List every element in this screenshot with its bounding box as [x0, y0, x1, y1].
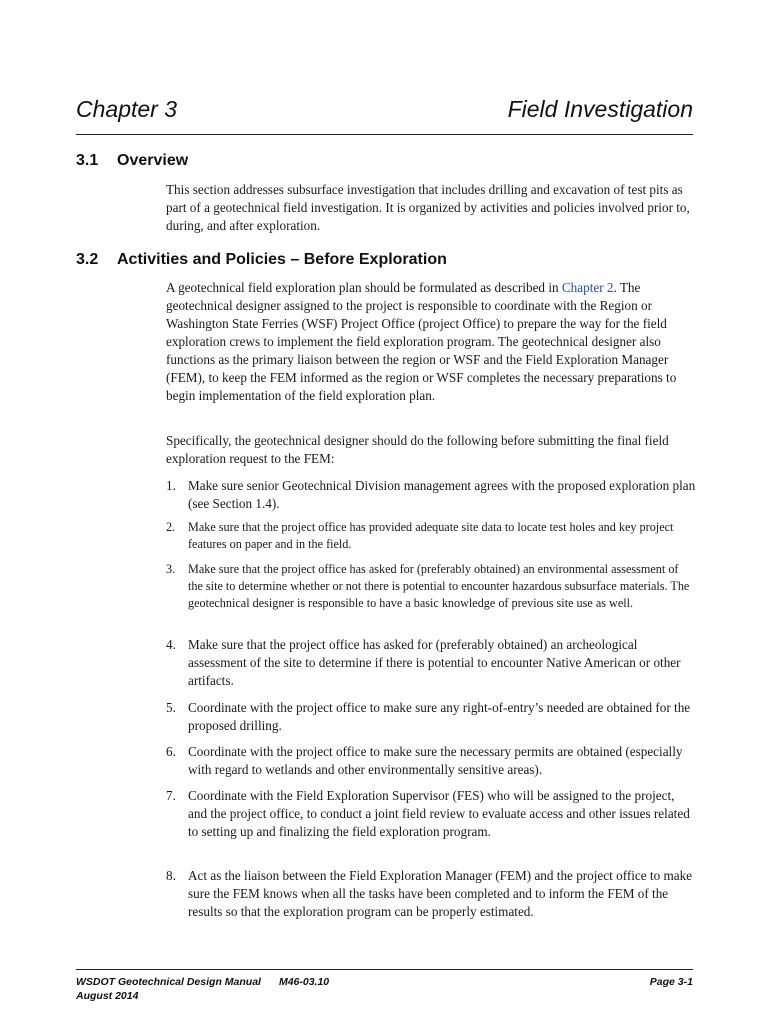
list-item	[166, 519, 696, 553]
list-item	[166, 561, 696, 612]
item-text: Make sure that the project office has asked for (preferably obtained) an archeological assessment of the site to determine if there is potential to encounter Native American or other artifacts.	[188, 637, 681, 688]
overview-text: This section addresses subsurface investigation that includes drilling and excavation of test pits as part of a geotechnical field investigation. It is organized by activities and policies involved prior to, during, and after exploration.	[166, 182, 690, 233]
item-number: 3.	[166, 562, 176, 576]
footer-date: August 2014	[76, 990, 139, 1002]
overview-paragraph	[166, 181, 696, 235]
list-item	[166, 787, 696, 841]
section-title: Activities and Policies – Before Exploration	[117, 251, 447, 268]
section-heading-3-2	[76, 251, 447, 269]
specifically-paragraph	[166, 432, 696, 468]
section-title: Overview	[117, 152, 189, 169]
item-text: Act as the liaison between the Field Exploration Manager (FEM) and the project office to make sure the FEM knows when all the tasks have been completed and to inform the FEM of the results so that the exploration program can be properly estimated.	[188, 868, 693, 919]
page-footer	[76, 969, 693, 1002]
exploration-plan-paragraph	[166, 279, 696, 405]
section-number: 3.2	[76, 251, 99, 268]
section-number: 3.1	[76, 152, 99, 169]
item-number: 1.	[166, 478, 176, 493]
list-item	[166, 867, 696, 921]
chapter-header	[76, 96, 693, 135]
list-item	[166, 743, 696, 779]
item-number: 8.	[166, 868, 176, 883]
list-item	[166, 636, 696, 690]
item-text: Make sure senior Geotechnical Division management agrees with the proposed exploration plan (see Section 1.4).	[188, 478, 696, 511]
paragraph-text: A geotechnical field exploration plan should be formulated as described in	[166, 280, 562, 295]
item-text: Make sure that the project office has asked for (preferably obtained) an environmental assessment of the site to determine whether or not there is potential to encounter hazardous subsurface materials. The geotechnical designer is responsible to have a basic knowledge of previous site use as well.	[188, 562, 690, 610]
item-text: Coordinate with the project office to make sure the necessary permits are obtained (especially with regard to wetlands and other environmentally sensitive areas).	[188, 744, 683, 777]
paragraph-text: Specifically, the geotechnical designer should do the following before submitting the final field exploration request to the FEM:	[166, 433, 669, 466]
page-number: Page 3-1	[649, 976, 693, 988]
item-text: Coordinate with the Field Exploration Supervisor (FES) who will be assigned to the project, and the project office, to conduct a joint field review to evaluate access and other issues related to setting up and finalizing the field exploration program.	[188, 788, 690, 839]
chapter-title: Field Investigation	[507, 96, 693, 122]
paragraph-text: . The geotechnical designer assigned to the project is responsible to coordinate with the Region or Washington State Ferries (WSF) Project Office (project Office) to prepare the way for the field exploration crews to implement the field exploration program. The geotechnical designer also functions as the primary liaison between the region or WSF and the Field Exploration Manager (FEM), to keep the FEM informed as the region or WSF completes the necessary preparations to begin implementation of the field exploration plan.	[166, 280, 677, 403]
item-number: 5.	[166, 700, 176, 715]
chapter-2-link[interactable]: Chapter 2	[561, 280, 614, 295]
chapter-number: Chapter 3	[76, 96, 178, 122]
manual-code: M46-03.10	[278, 976, 330, 988]
item-number: 7.	[166, 788, 176, 803]
item-number: 2.	[166, 520, 176, 534]
item-number: 6.	[166, 744, 176, 759]
item-number: 4.	[166, 637, 176, 652]
section-heading-3-1	[76, 152, 188, 170]
list-item	[166, 699, 696, 735]
item-text: Coordinate with the project office to make sure any right-of-entry’s needed are obtained for the proposed drilling.	[188, 700, 691, 733]
item-text: Make sure that the project office has provided adequate site data to locate test holes and key project features on paper and in the field.	[188, 520, 674, 551]
footer-manual-line	[76, 976, 329, 988]
list-item	[166, 477, 696, 513]
manual-title: WSDOT Geotechnical Design Manual	[76, 976, 261, 988]
